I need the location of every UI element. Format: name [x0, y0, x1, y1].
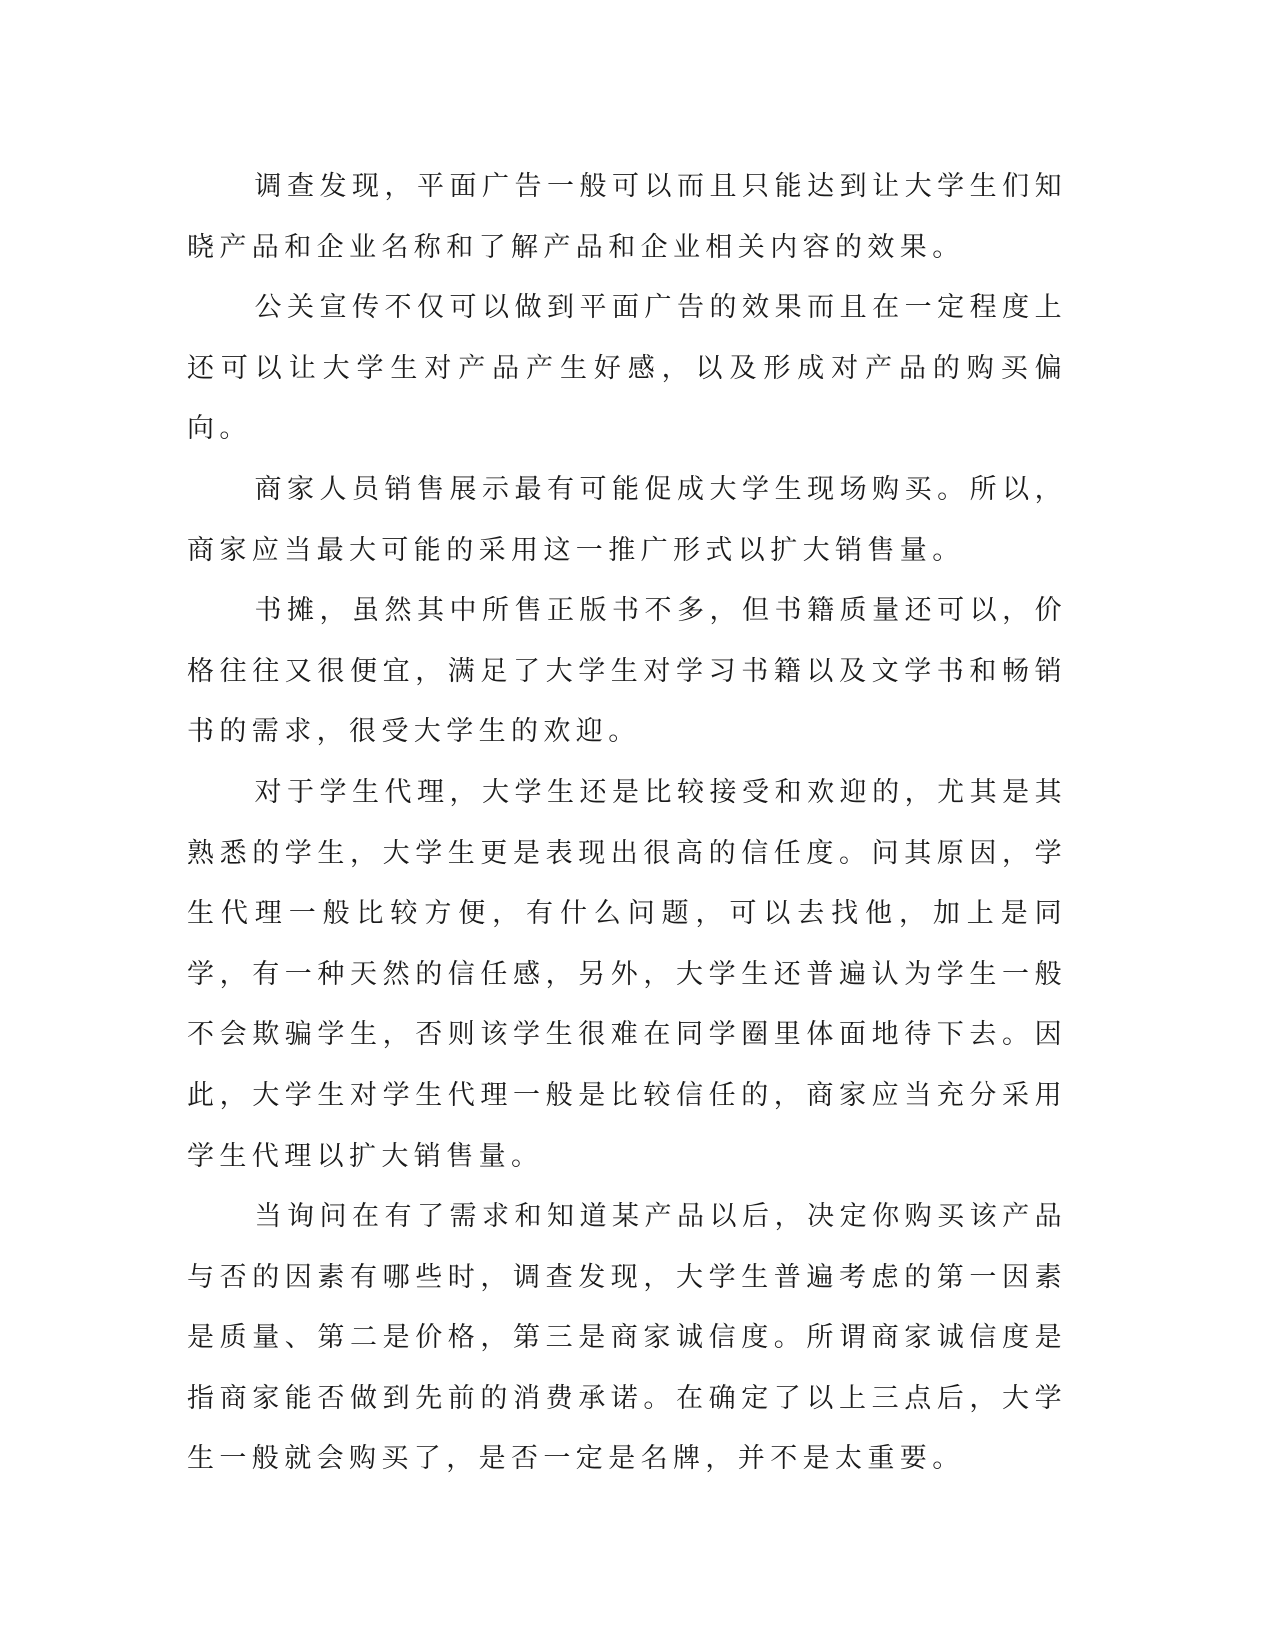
paragraph-book-stalls: 书摊，虽然其中所售正版书不多，但书籍质量还可以，价格往往又很便宜，满足了大学生对学习书籍以及文学书和畅销书的需求，很受大学生的欢迎。 [187, 595, 1067, 748]
document-body [187, 157, 1067, 1490]
paragraph-sales-display: 商家人员销售展示最有可能促成大学生现场购买。所以，商家应当最大可能的采用这一推广形式以扩大销售量。 [187, 473, 1067, 566]
paragraph-public-relations: 公关宣传不仅可以做到平面广告的效果而且在一定程度上还可以让大学生对产品产生好感，以及形成对产品的购买偏向。 [187, 292, 1067, 445]
paragraph-purchase-factors: 当询问在有了需求和知道某产品以后，决定你购买该产品与否的因素有哪些时，调查发现，大学生普遍考虑的第一因素是质量、第二是价格，第三是商家诚信度。所谓商家诚信度是指商家能否做到先前的消费承诺。在确定了以上三点后，大学生一般就会购买了，是否一定是名牌，并不是太重要。 [187, 1201, 1067, 1475]
paragraph-student-agents: 对于学生代理，大学生还是比较接受和欢迎的，尤其是其熟悉的学生，大学生更是表现出很高的信任度。问其原因，学生代理一般比较方便，有什么问题，可以去找他，加上是同学，有一种天然的信任感，另外，大学生还普遍认为学生一般不会欺骗学生，否则该学生很难在同学圈里体面地待下去。因此，大学生对学生代理一般是比较信任的，商家应当充分采用学生代理以扩大销售量。 [187, 776, 1067, 1172]
paragraph-print-ads: 调查发现，平面广告一般可以而且只能达到让大学生们知晓产品和企业名称和了解产品和企业相关内容的效果。 [187, 171, 1067, 263]
